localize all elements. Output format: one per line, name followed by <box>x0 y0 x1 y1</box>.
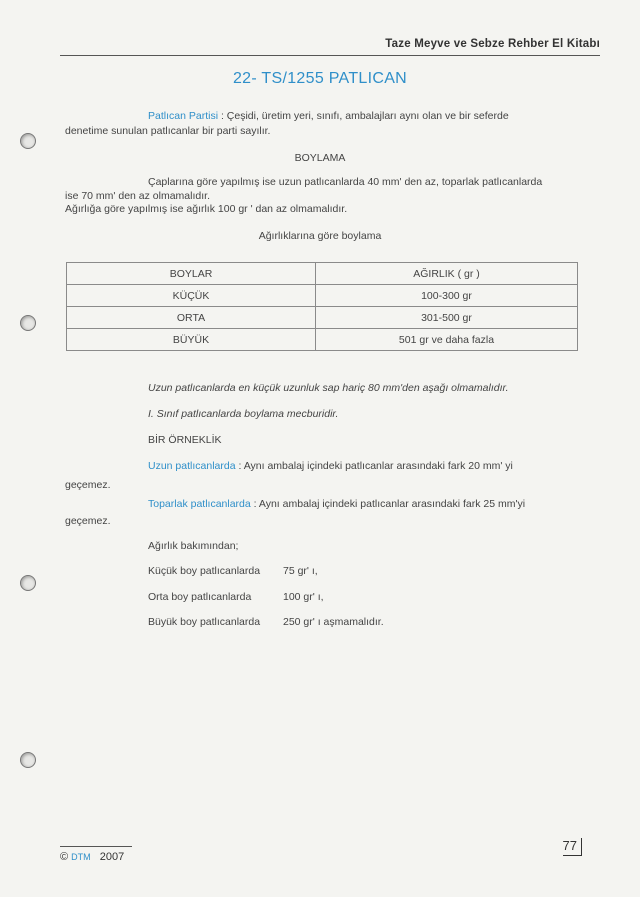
header-rule <box>60 55 600 56</box>
table-header-cell: BOYLAR <box>67 263 316 285</box>
round-term: Toparlak patlıcanlarda <box>148 498 251 510</box>
page-title: 22- TS/1255 PATLICAN <box>232 70 408 87</box>
table-cell: ORTA <box>67 307 316 329</box>
sizing-line1: Çaplarına göre yapılmış ise uzun patlıcanlarda 40 mm' den az, toparlak patlıcanlarda <box>148 176 543 188</box>
table-header-row <box>67 263 578 285</box>
lot-definition-line2: denetime sunulan patlıcanlar bir parti sayılır. <box>65 125 271 137</box>
table-cell: 100-300 gr <box>316 285 578 307</box>
weight-criteria-small-value: 75 gr' ı, <box>283 565 318 577</box>
binder-hole <box>20 133 36 149</box>
long-term: Uzun patlıcanlarda <box>148 460 236 472</box>
sizing-line3: Ağırlığa göre yapılmış ise ağırlık 100 gr ' dan az olmamalıdır. <box>65 203 348 215</box>
org-name: DTM <box>71 852 91 862</box>
table-cell: KÜÇÜK <box>67 285 316 307</box>
table-row <box>67 329 578 351</box>
uniformity-long-line: Uzun patlıcanlarda : Aynı ambalaj içindeki patlıcanlar arasındaki fark 20 mm' yi <box>148 460 513 472</box>
weight-criteria-large-value: 250 gr' ı aşmamalıdır. <box>283 616 384 628</box>
table-cell: 501 gr ve daha fazla <box>316 329 578 351</box>
table-row <box>67 285 578 307</box>
running-header: Taze Meyve ve Sebze Rehber El Kitabı <box>385 38 600 50</box>
note-class-one: I. Sınıf patlıcanlarda boylama mecburidir. <box>148 408 339 420</box>
lot-definition-line1: Patlıcan Partisi : Çeşidi, üretim yeri, sınıfı, ambalajları aynı olan ve bir seferde <box>148 110 509 122</box>
table-cell: 301-500 gr <box>316 307 578 329</box>
weight-criteria-large-label: Büyük boy patlıcanlarda <box>148 616 261 628</box>
binder-hole <box>20 315 36 331</box>
footer-rule <box>60 846 132 847</box>
page-number: 77 <box>563 838 582 856</box>
footer-year: 2007 <box>99 851 125 863</box>
weight-sizing-heading: Ağırlıklarına göre boylama <box>258 230 382 242</box>
table-row <box>67 307 578 329</box>
weight-criteria-small-label: Küçük boy patlıcanlarda <box>148 565 261 577</box>
weight-table <box>66 262 578 351</box>
footer-copyright <box>60 851 124 863</box>
weight-criteria-medium-value: 100 gr' ı, <box>283 591 324 603</box>
uniformity-long-continuation: geçemez. <box>65 479 111 491</box>
table-header-cell: AĞIRLIK ( gr ) <box>316 263 578 285</box>
uniformity-round-continuation: geçemez. <box>65 515 111 527</box>
sizing-line2: ise 70 mm' den az olmamalıdır. <box>65 190 210 202</box>
note-long-eggplant: Uzun patlıcanlarda en küçük uzunluk sap hariç 80 mm'den aşağı olmamalıdır. <box>148 382 509 394</box>
table-cell: BÜYÜK <box>67 329 316 351</box>
uniformity-round-line: Toparlak patlıcanlarda : Aynı ambalaj içindeki patlıcanlar arasındaki fark 25 mm'yi <box>148 498 526 510</box>
weight-criteria-heading: Ağırlık bakımından; <box>148 540 239 552</box>
lot-term: Patlıcan Partisi <box>148 110 219 122</box>
sizing-heading: BOYLAMA <box>294 152 346 164</box>
binder-hole <box>20 752 36 768</box>
weight-criteria-medium-label: Orta boy patlıcanlarda <box>148 591 252 603</box>
uniformity-heading: BİR ÖRNEKLİK <box>148 434 222 446</box>
binder-hole <box>20 575 36 591</box>
copyright-symbol: © <box>60 851 69 863</box>
